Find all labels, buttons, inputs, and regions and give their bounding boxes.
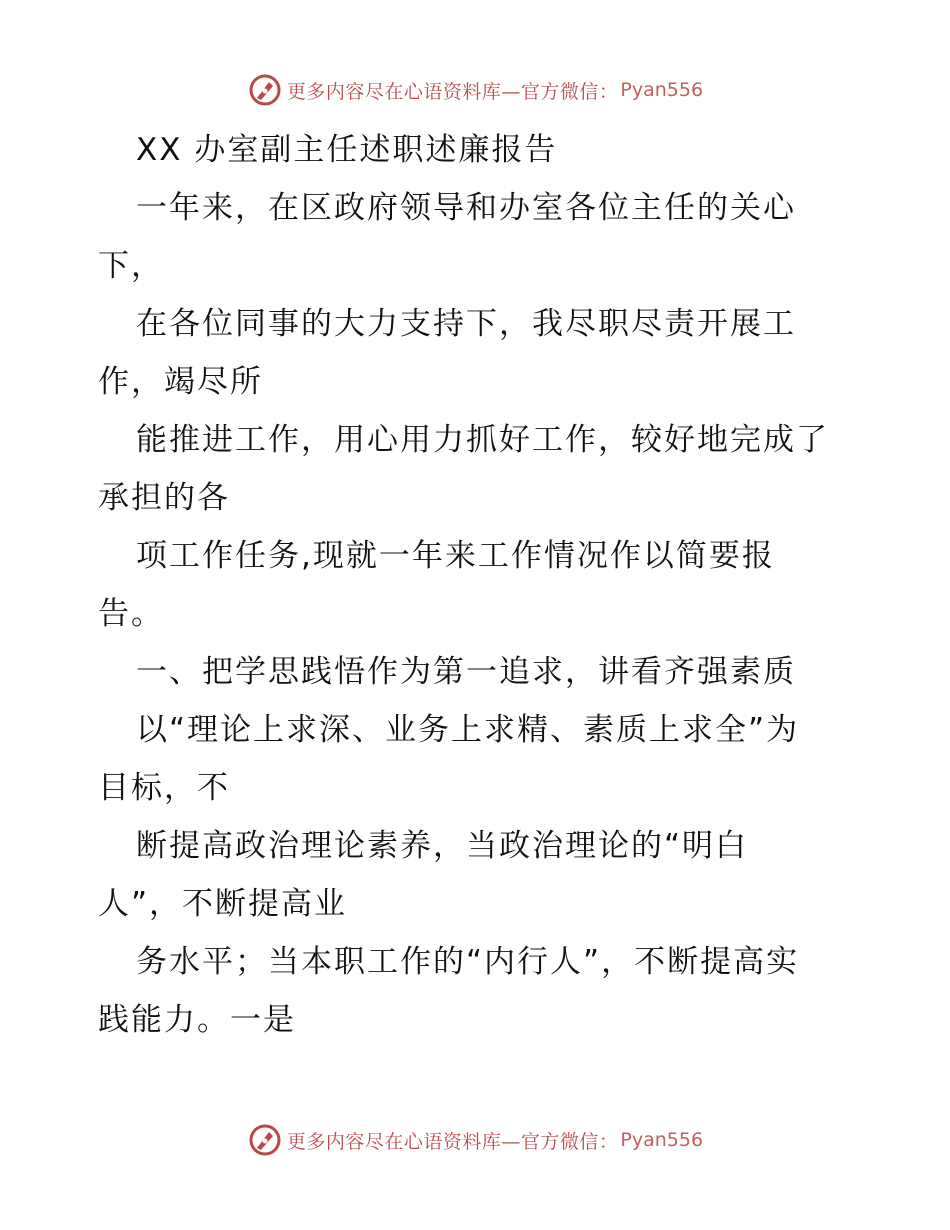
footer-watermark [0,1120,950,1160]
paragraph-line: 践能力。一是 [98,1002,296,1038]
pen-nib-circle-icon [247,1122,283,1158]
paragraph-line: 下， [98,248,164,284]
paragraph-line: 目标，不 [98,770,230,806]
watermark-contact: Pyan556 [620,79,704,101]
watermark-contact: Pyan556 [620,1129,704,1151]
paragraph-line: 人”，不断提高业 [98,886,348,922]
paragraph-line: 项工作任务,现就一年来工作情况作以简要报 [136,538,775,574]
pen-nib-circle-icon [247,72,283,108]
section-heading: 一、把学思践悟作为第一追求，讲看齐强素质 [136,654,796,690]
paragraph-line: 承担的各 [98,480,230,516]
watermark-text: 更多内容尽在心语资料库—官方微信： [286,80,619,103]
paragraph-line: 作，竭尽所 [98,364,263,400]
paragraph-line: 告。 [98,596,164,632]
paragraph-line: 务水平；当本职工作的“内行人”，不断提高实 [136,944,800,980]
paragraph-line: 断提高政治理论素养，当政治理论的“明白 [136,828,749,864]
watermark-text: 更多内容尽在心语资料库—官方微信： [286,1130,619,1153]
paragraph-line: 能推进工作，用心用力抓好工作，较好地完成了 [136,422,829,458]
document-title: XX 办室副主任述职述廉报告 [136,132,558,168]
paragraph-line: 一年来，在区政府领导和办室各位主任的关心 [136,190,796,226]
paragraph-line: 在各位同事的大力支持下，我尽职尽责开展工 [136,306,796,342]
header-watermark [0,70,950,110]
paragraph-line: 以“理论上求深、业务上求精、素质上求全”为 [136,712,800,748]
